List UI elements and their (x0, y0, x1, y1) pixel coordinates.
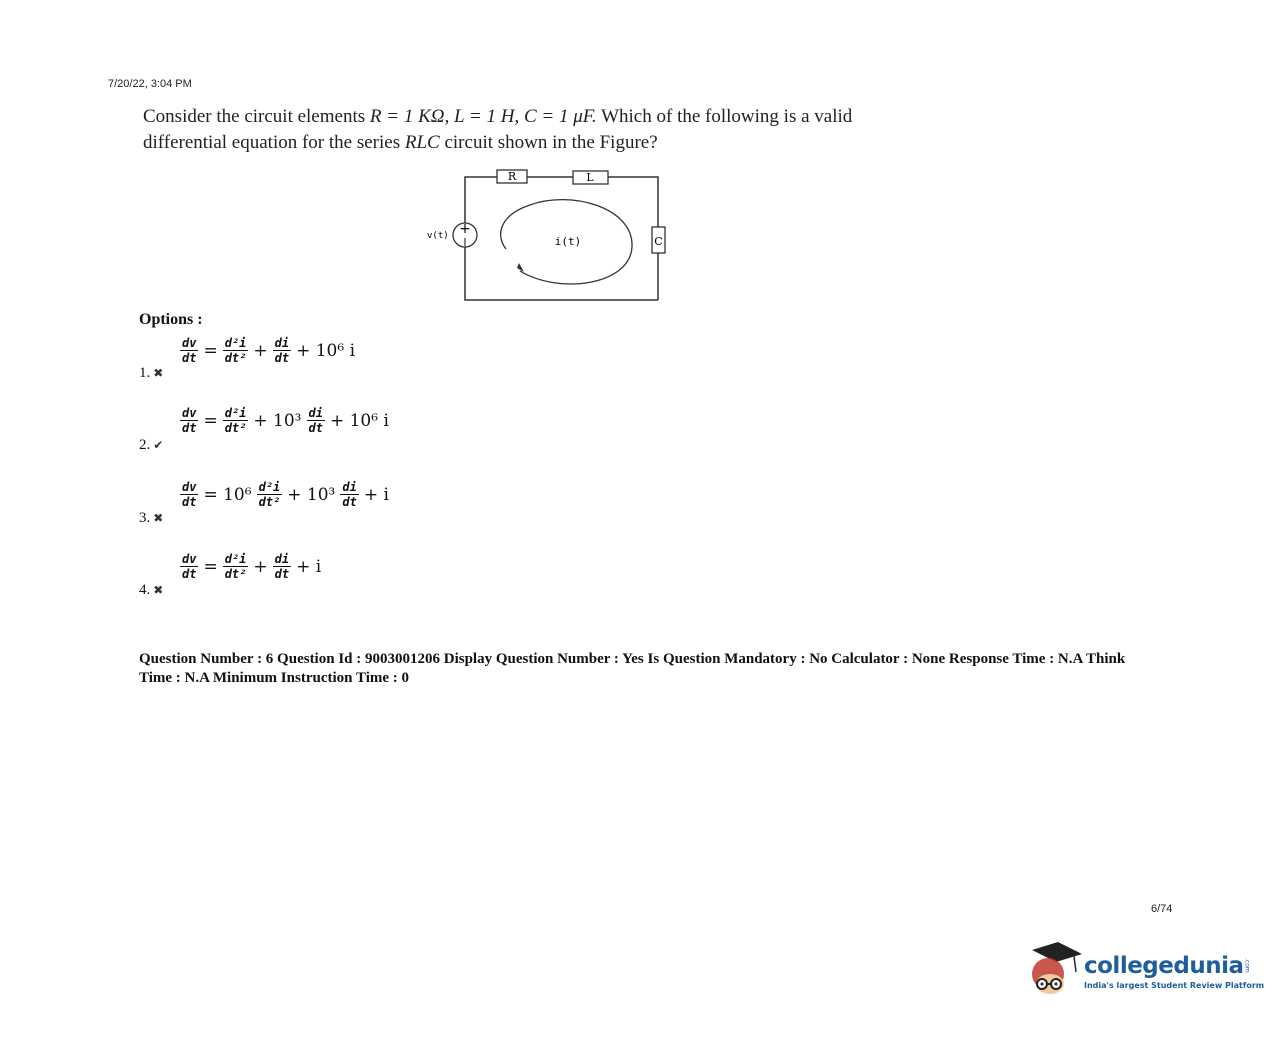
source-label: v(t) (427, 231, 449, 241)
option-2-marker (139, 436, 163, 454)
check-icon: ✔ (153, 438, 164, 452)
question-line2-math: RLC (404, 132, 440, 153)
question-metadata: Question Number : 6 Question Id : 9003001206 Display Question Number : Yes Is Question Mandatory : No Calculator : None Response Time : N.A Think Time : N.A Minimum Instruction Time : 0 (139, 651, 1126, 686)
question-text (143, 104, 973, 156)
option-2-number: 2. (139, 437, 151, 453)
source-sign: + (459, 221, 471, 237)
question-line2-post: circuit shown in the Figure? (439, 132, 658, 153)
brand-tagline: India's largest Student Review Platform (1084, 980, 1265, 990)
capacitor-label: C (654, 235, 663, 248)
question-line1-pre: Consider the circuit elements (143, 106, 370, 127)
option-1-marker (139, 364, 163, 382)
current-label: i(t) (554, 235, 582, 248)
question-line2-pre: differential equation for the series (143, 132, 405, 153)
option-3-marker (139, 509, 163, 527)
resistor-label: R (507, 170, 517, 183)
options-heading: Options : (139, 311, 203, 328)
cross-icon: ✖ (153, 583, 164, 597)
rlc-circuit-diagram (420, 165, 680, 310)
cross-icon: ✖ (153, 366, 164, 380)
option-1-equation: $\frac{dv}{dt}$ = $\frac{\text{d²i}}{\text{dt²}}$ + $\frac{di}{dt}$ + 10⁶ i (182, 336, 356, 365)
question-line1-math: R = 1 KΩ, L = 1 H, C = 1 μF. (369, 106, 597, 127)
collegedunia-logo (1024, 940, 1264, 1002)
mascot-icon (1024, 940, 1086, 1002)
inductor-label: L (586, 171, 594, 184)
cross-icon: ✖ (153, 511, 164, 525)
option-4-marker (139, 581, 163, 599)
question-line1-post: Which of the following is a valid (596, 106, 853, 127)
option-4-equation: $\frac{dv}{dt}$ = $\frac{\text{d²i}}{\text{dt²}}$ + $\frac{di}{dt}$ + i (182, 552, 322, 581)
option-3-number: 3. (139, 510, 151, 526)
option-2-equation: $\frac{dv}{dt}$ = $\frac{\text{d²i}}{\text{dt²}}$ + 10³ $\frac{di}{dt}$ + 10⁶ i (182, 406, 389, 435)
option-1-number: 1. (139, 365, 151, 381)
print-timestamp: 7/20/22, 3:04 PM (108, 78, 192, 90)
brand-name: collegedunia (1084, 952, 1244, 979)
option-3-equation: $\frac{dv}{dt}$ = 10⁶ $\frac{\text{d²i}}{\text{dt²}}$ + 10³ $\frac{di}{dt}$ + i (182, 480, 389, 509)
brand-suffix: .com (1243, 957, 1251, 973)
option-4-number: 4. (139, 582, 151, 598)
page-number: 6/74 (1151, 903, 1173, 915)
